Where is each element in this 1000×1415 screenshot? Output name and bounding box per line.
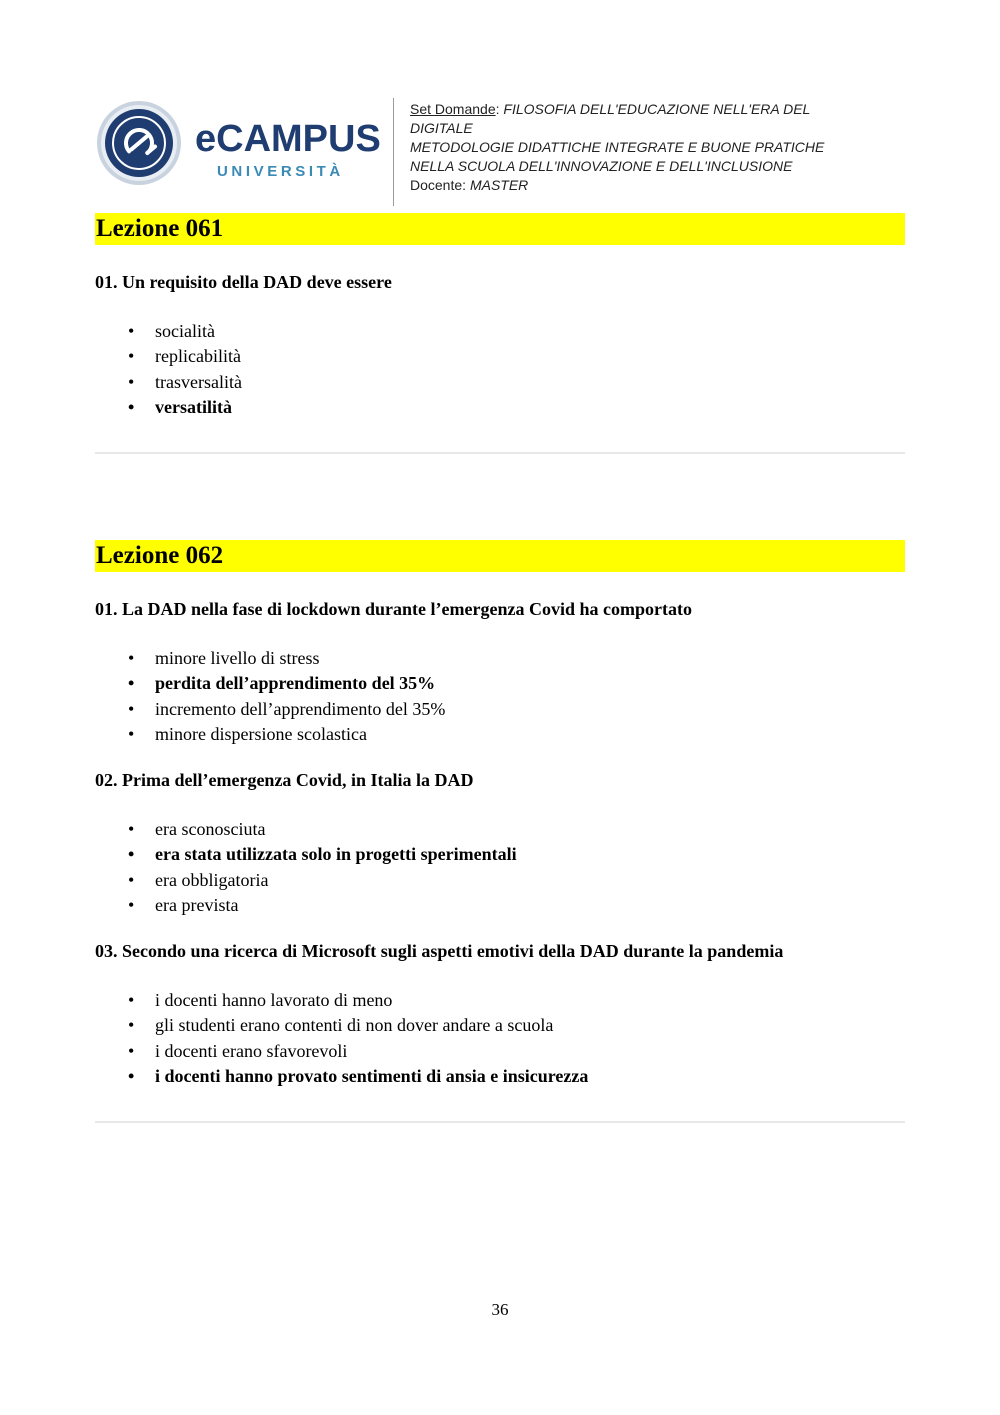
answer-option-correct: • era stata utilizzata solo in progetti sperimentali: [128, 843, 517, 868]
question-text: 03. Secondo una ricerca di Microsoft sugli aspetti emotivi della DAD durante la pandemia: [95, 941, 784, 961]
subtitle-line2: NELLA SCUOLA DELL'INNOVAZIONE E DELL'INCLUSIONE: [410, 158, 793, 174]
logo-wordmark: eCAMPUS: [195, 118, 381, 160]
logo-subtitle: UNIVERSITÀ: [217, 163, 344, 180]
answer-option: • minore livello di stress: [128, 647, 445, 672]
answer-option-correct: • i docenti hanno provato sentimenti di ansia e insicurezza: [128, 1065, 588, 1090]
lesson-title: Lezione 062: [96, 542, 224, 569]
question-text: 02. Prima dell’emergenza Covid, in Italia la DAD: [95, 770, 474, 790]
answer-option: • era sconosciuta: [128, 818, 517, 843]
answer-option: • i docenti erano sfavorevoli: [128, 1040, 588, 1065]
answer-list: [128, 647, 445, 748]
header-info: [410, 100, 900, 195]
answer-option: • gli studenti erano contenti di non dover andare a scuola: [128, 1014, 588, 1039]
subtitle-line1: METODOLOGIE DIDATTICHE INTEGRATE E BUONE PRATICHE: [410, 139, 825, 155]
section-separator: [95, 452, 905, 454]
set-label: Set Domande: [410, 101, 496, 117]
set-separator: :: [495, 101, 500, 117]
answer-list: [128, 989, 588, 1090]
question-text: 01. La DAD nella fase di lockdown durante l’emergenza Covid ha comportato: [95, 599, 692, 619]
answer-option-correct: • perdita dell’apprendimento del 35%: [128, 672, 445, 697]
lesson-heading: [95, 213, 905, 245]
page-number: 36: [491, 1300, 509, 1319]
answer-list: [128, 320, 242, 421]
document-header: [95, 96, 907, 208]
header-divider: [393, 98, 394, 206]
course-title-line1: FILOSOFIA DELL'EDUCAZIONE NELL'ERA DEL: [503, 101, 811, 117]
answer-option: • minore dispersione scolastica: [128, 723, 445, 748]
answer-option: • replicabilità: [128, 345, 242, 370]
answer-list: [128, 818, 517, 919]
answer-option: • era obbligatoria: [128, 869, 517, 894]
question-text: 01. Un requisito della DAD deve essere: [95, 272, 392, 292]
answer-option: • trasversalità: [128, 371, 242, 396]
answer-option: • era prevista: [128, 894, 517, 919]
answer-option: • incremento dell’apprendimento del 35%: [128, 698, 445, 723]
answer-option: • socialità: [128, 320, 242, 345]
lesson-title: Lezione 061: [96, 215, 224, 242]
section-separator: [95, 1121, 905, 1123]
lesson-heading: [95, 540, 905, 572]
answer-option-correct: • versatilità: [128, 396, 242, 421]
docente-value: MASTER: [469, 177, 529, 193]
answer-option: • i docenti hanno lavorato di meno: [128, 989, 588, 1014]
ecampus-seal-icon: [96, 100, 182, 186]
docente-label: Docente:: [410, 177, 467, 193]
course-title-line2: DIGITALE: [410, 120, 473, 136]
ecampus-logo: [95, 98, 385, 188]
